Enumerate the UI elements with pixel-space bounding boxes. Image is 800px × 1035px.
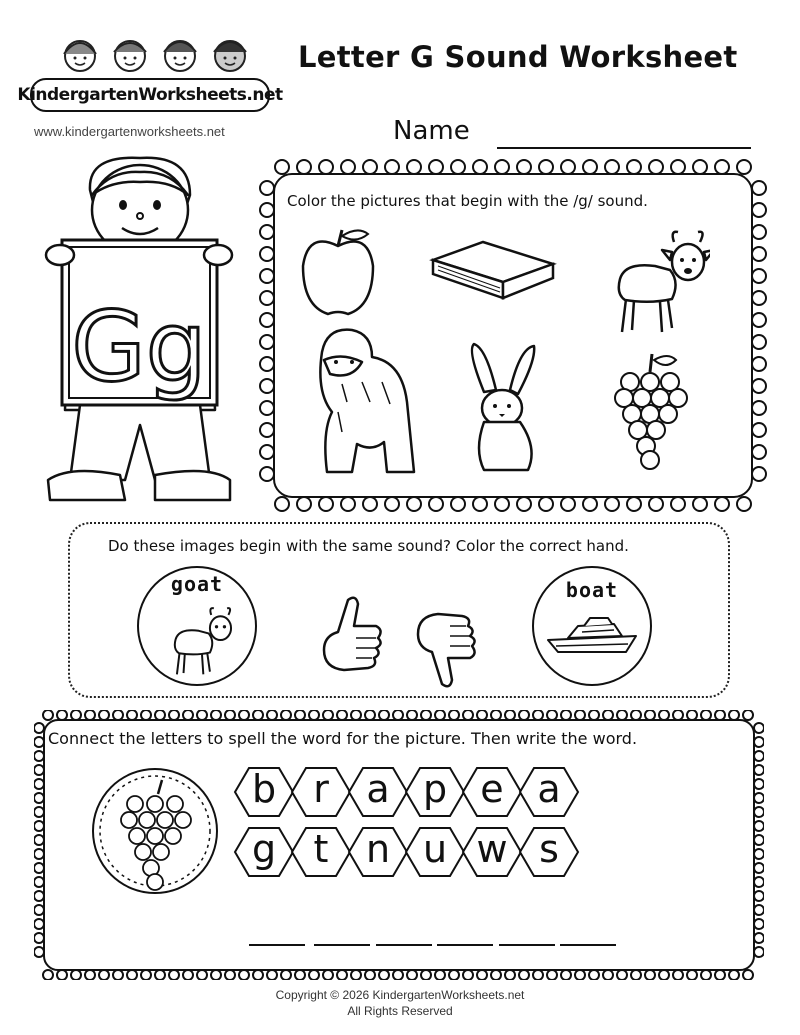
thumbs-up-icon[interactable] <box>318 592 388 678</box>
answer-blank-4[interactable] <box>437 944 493 946</box>
logo-text: KindergartenWorksheets.net <box>30 78 270 112</box>
boat-word-circle <box>532 566 652 686</box>
letter-tile-text: e <box>480 767 504 811</box>
goat-word: goat <box>170 572 224 596</box>
letter-tile-text: u <box>422 827 448 871</box>
site-logo <box>17 30 283 115</box>
small-goat-icon <box>169 602 235 680</box>
answer-blank-1[interactable] <box>249 944 305 946</box>
site-url: www.kindergartenworksheets.net <box>34 124 225 139</box>
gorilla-icon[interactable] <box>302 322 422 482</box>
letter-tile-text: t <box>313 827 329 871</box>
letter-tile-text: s <box>539 827 559 871</box>
boy-holding-card-illustration <box>40 150 280 515</box>
letter-hexagon[interactable] <box>461 766 523 818</box>
goat-word-circle <box>137 566 257 686</box>
letter-tile-text: a <box>366 767 390 811</box>
letter-hexagon[interactable] <box>233 826 295 878</box>
book-icon[interactable] <box>428 236 558 302</box>
grapes-icon[interactable] <box>610 348 690 476</box>
section3-instruction: Connect the letters to spell the word for the picture. Then write the word. <box>48 729 638 748</box>
letter-tile-text: a <box>537 767 561 811</box>
name-input-line[interactable] <box>497 147 751 149</box>
letter-tile-text: n <box>365 827 391 871</box>
apple-icon[interactable] <box>298 226 378 318</box>
answer-blank-6[interactable] <box>560 944 616 946</box>
letter-tile-text: p <box>422 767 448 811</box>
grapes-circle-icon <box>88 764 222 898</box>
letter-hexagon[interactable] <box>404 826 466 878</box>
letter-hexagon[interactable] <box>347 826 409 878</box>
rabbit-icon[interactable] <box>462 340 542 480</box>
section1-instruction: Color the pictures that begin with the /g/ sound. <box>287 192 648 210</box>
page-title: Letter G Sound Worksheet <box>298 40 738 74</box>
letter-hexagon[interactable] <box>347 766 409 818</box>
letter-hexagon[interactable] <box>518 766 580 818</box>
thumbs-down-icon[interactable] <box>412 606 482 692</box>
name-label: Name <box>393 116 470 146</box>
section2-instruction: Do these images begin with the same sound? Color the correct hand. <box>108 537 629 555</box>
letter-tile-text: r <box>313 767 329 811</box>
copyright-text: Copyright © 2026 KindergartenWorksheets.net <box>275 988 525 1002</box>
letter-hexagon[interactable] <box>461 826 523 878</box>
answer-blank-5[interactable] <box>499 944 555 946</box>
boat-word: boat <box>565 578 619 602</box>
letter-tile-text: b <box>251 767 277 811</box>
answer-blank-3[interactable] <box>376 944 432 946</box>
card-letters: Gg <box>71 291 207 403</box>
letter-hexagon[interactable] <box>233 766 295 818</box>
letter-tile-text: w <box>476 827 508 871</box>
goat-icon[interactable] <box>610 224 710 339</box>
letter-tile-text: g <box>251 827 277 871</box>
letter-hexagon[interactable] <box>290 826 352 878</box>
letter-hexagon[interactable] <box>290 766 352 818</box>
kids-faces-icon <box>50 30 250 80</box>
answer-blank-2[interactable] <box>314 944 370 946</box>
boat-icon <box>544 616 644 656</box>
letter-hexagon[interactable] <box>404 766 466 818</box>
letter-hexagon[interactable] <box>518 826 580 878</box>
rights-text: All Rights Reserved <box>347 1004 453 1018</box>
